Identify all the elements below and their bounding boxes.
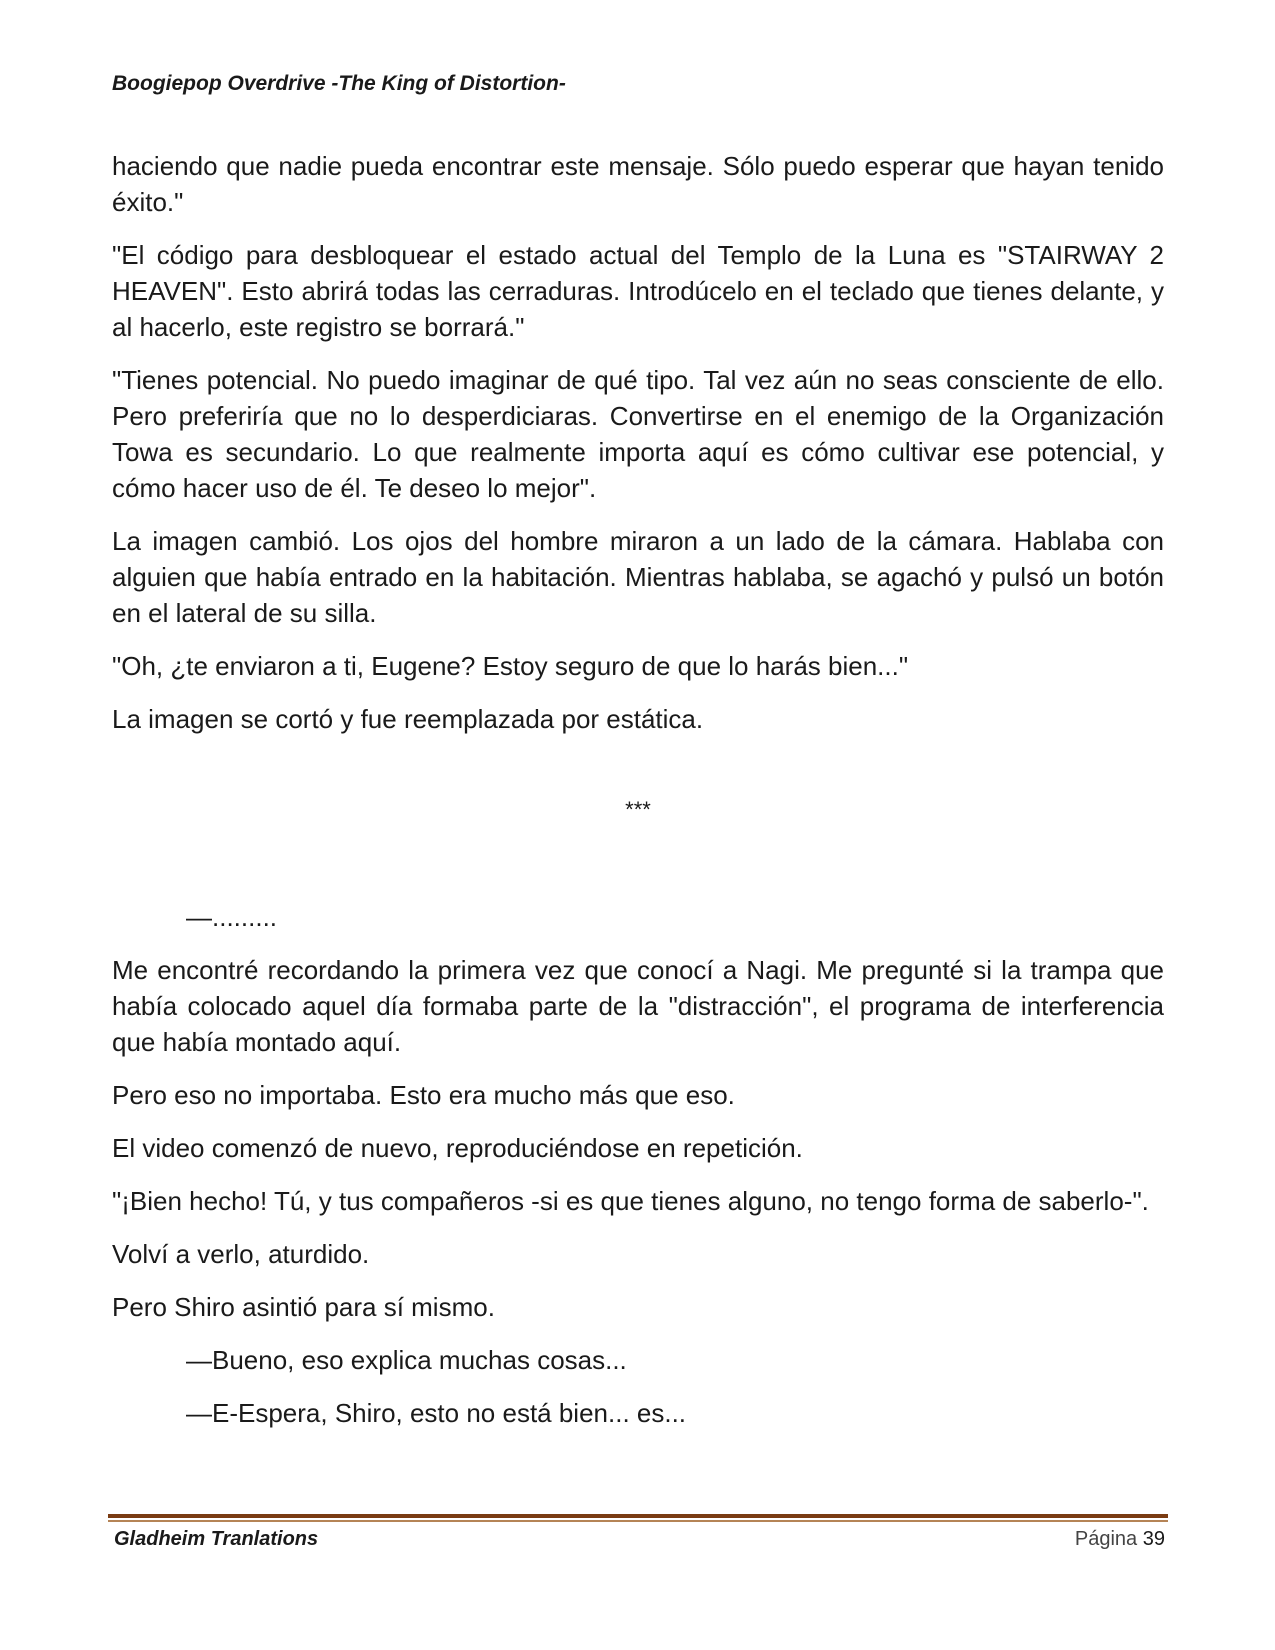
scene-break: *** xyxy=(625,797,651,822)
page-number-block xyxy=(1075,1528,1165,1551)
paragraph: La imagen se cortó y fue reemplazada por estática. xyxy=(112,704,704,734)
paragraph: Pero Shiro asintió para sí mismo. xyxy=(112,1292,495,1322)
paragraph: La imagen cambió. Los ojos del hombre miraron a un lado de la cámara. Hablaba con alguien que había entrado en la habitación. Mientras hablaba, se agachó y pulsó un botón en el lateral de su silla. xyxy=(112,526,1164,628)
page-number: 39 xyxy=(1142,1528,1165,1550)
dialogue-line: —......... xyxy=(186,902,278,932)
paragraph: "¡Bien hecho! Tú, y tus compañeros -si es que tienes alguno, no tengo forma de saberlo-". xyxy=(112,1186,1149,1216)
footer-divider xyxy=(108,1514,1168,1523)
paragraph: El video comenzó de nuevo, reproduciéndose en repetición. xyxy=(112,1133,803,1163)
paragraph: Volví a verlo, aturdido. xyxy=(112,1239,370,1269)
paragraph: "El código para desbloquear el estado actual del Templo de la Luna es "STAIRWAY 2 HEAVEN". Esto abrirá todas las cerraduras. Introdúcelo en el teclado que tienes delante, y al hacerlo, este registro se borrará." xyxy=(112,240,1164,342)
page-body xyxy=(112,148,1164,1448)
paragraph: haciendo que nadie pueda encontrar este mensaje. Sólo puedo esperar que hayan tenido éxito." xyxy=(112,151,1164,217)
paragraph: "Oh, ¿te enviaron a ti, Eugene? Estoy seguro de que lo harás bien..." xyxy=(112,651,909,681)
paragraph: Me encontré recordando la primera vez que conocí a Nagi. Me pregunté si la trampa que había colocado aquel día formaba parte de la "distracción", el programa de interferencia que había montado aquí. xyxy=(112,955,1164,1057)
scene-break-gap xyxy=(112,825,1164,899)
paragraph: "Tienes potencial. No puedo imaginar de qué tipo. Tal vez aún no seas consciente de ello. Pero preferiría que no lo desperdiciaras. Convertirse en el enemigo de la Organización Towa es secundario. Lo que realmente importa aquí es cómo cultivar ese potencial, y cómo hacer uso de él. Te deseo lo mejor". xyxy=(112,365,1164,503)
running-header: Boogiepop Overdrive -The King of Distortion- xyxy=(112,72,566,95)
page-label: Página xyxy=(1074,1528,1138,1550)
dialogue-line: —E-Espera, Shiro, esto no está bien... es... xyxy=(186,1398,687,1428)
paragraph: Pero eso no importaba. Esto era mucho más que eso. xyxy=(112,1080,735,1110)
footer-credit: Gladheim Tranlations xyxy=(114,1528,319,1550)
dialogue-line: —Bueno, eso explica muchas cosas... xyxy=(186,1345,627,1375)
